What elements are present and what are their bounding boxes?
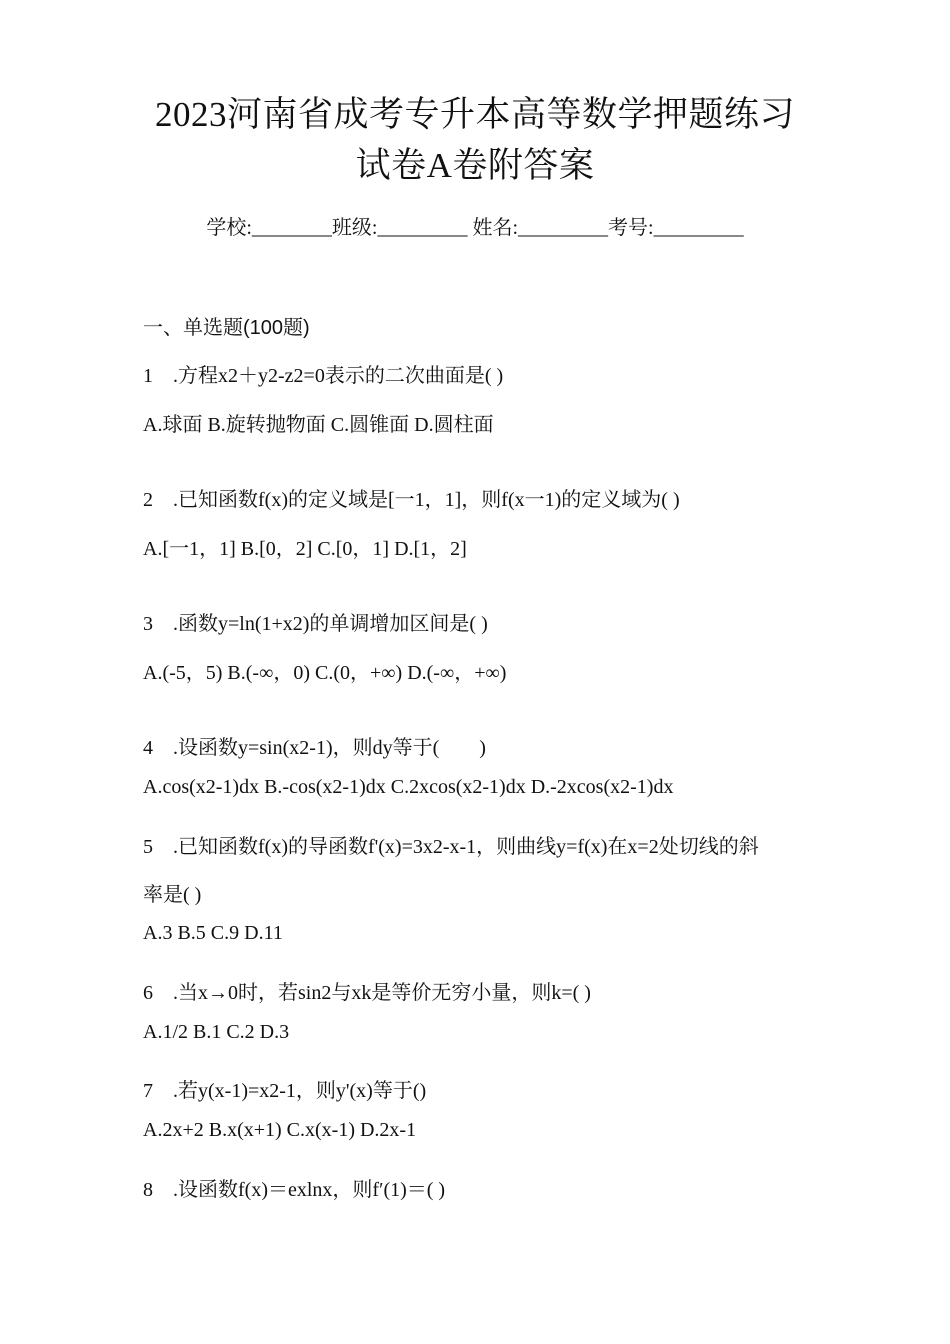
question-number: 1 — [143, 365, 153, 387]
question-2-options: A.[一1，1] B.[0，2] C.[0，1] D.[1，2] — [143, 538, 467, 560]
question-6-options: A.1/2 B.1 C.2 D.3 — [143, 1021, 290, 1043]
section-title: 一、单选题(100题) — [143, 317, 310, 339]
question-5-stem-continued: 率是( ) — [143, 884, 202, 906]
question-3 — [143, 609, 823, 639]
question-1 — [143, 361, 823, 391]
question-number: 3 — [143, 613, 153, 635]
question-4-options: A.cos(x2-1)dx B.-cos(x2-1)dx C.2xcos(x2-1)dx D.-2xcos(x2-1)dx — [143, 776, 674, 798]
question-number: 4 — [143, 737, 153, 759]
question-7-options: A.2x+2 B.x(x+1) C.x(x-1) D.2x-1 — [143, 1119, 417, 1141]
question-number: 2 — [143, 489, 153, 511]
page-title-line2: 试卷A卷附答案 — [355, 146, 595, 185]
question-stem: .方程x2＋y2-z2=0表示的二次曲面是( ) — [173, 365, 504, 387]
question-number: 5 — [143, 836, 153, 858]
question-stem: .已知函数f(x)的导函数f'(x)=3x2-x-1，则曲线y=f(x)在x=2处切线的斜 — [173, 836, 759, 858]
question-stem: .设函数f(x)＝exlnx，则f′(1)＝( ) — [173, 1179, 446, 1201]
question-number: 8 — [143, 1179, 153, 1201]
page-title-line1: 2023河南省成考专升本高等数学押题练习 — [154, 95, 795, 134]
student-info-line: 学校:________班级:_________ 姓名:_________考号:_________ — [206, 217, 744, 239]
question-stem: .函数y=ln(1+x2)的单调增加区间是( ) — [173, 613, 488, 635]
question-3-options: A.(-5，5) B.(-∞，0) C.(0，+∞) D.(-∞，+∞) — [143, 662, 507, 684]
question-stem: .若y(x-1)=x2-1，则y'(x)等于() — [173, 1080, 427, 1102]
question-1-options: A.球面 B.旋转抛物面 C.圆锥面 D.圆柱面 — [143, 414, 494, 436]
question-stem: .已知函数f(x)的定义域是[一1，1]，则f(x一1)的定义域为( ) — [173, 489, 680, 511]
question-8 — [143, 1175, 823, 1205]
question-5 — [143, 832, 823, 862]
question-number: 7 — [143, 1080, 153, 1102]
question-number: 6 — [143, 982, 153, 1004]
question-stem: .当x→0时，若sin2与xk是等价无穷小量，则k=( ) — [173, 982, 591, 1004]
question-stem: .设函数y=sin(x2-1)，则dy等于( ) — [173, 737, 486, 759]
question-5-options: A.3 B.5 C.9 D.11 — [143, 922, 283, 944]
question-4 — [143, 733, 823, 763]
question-2 — [143, 485, 823, 515]
question-6 — [143, 978, 823, 1008]
question-7 — [143, 1076, 823, 1106]
